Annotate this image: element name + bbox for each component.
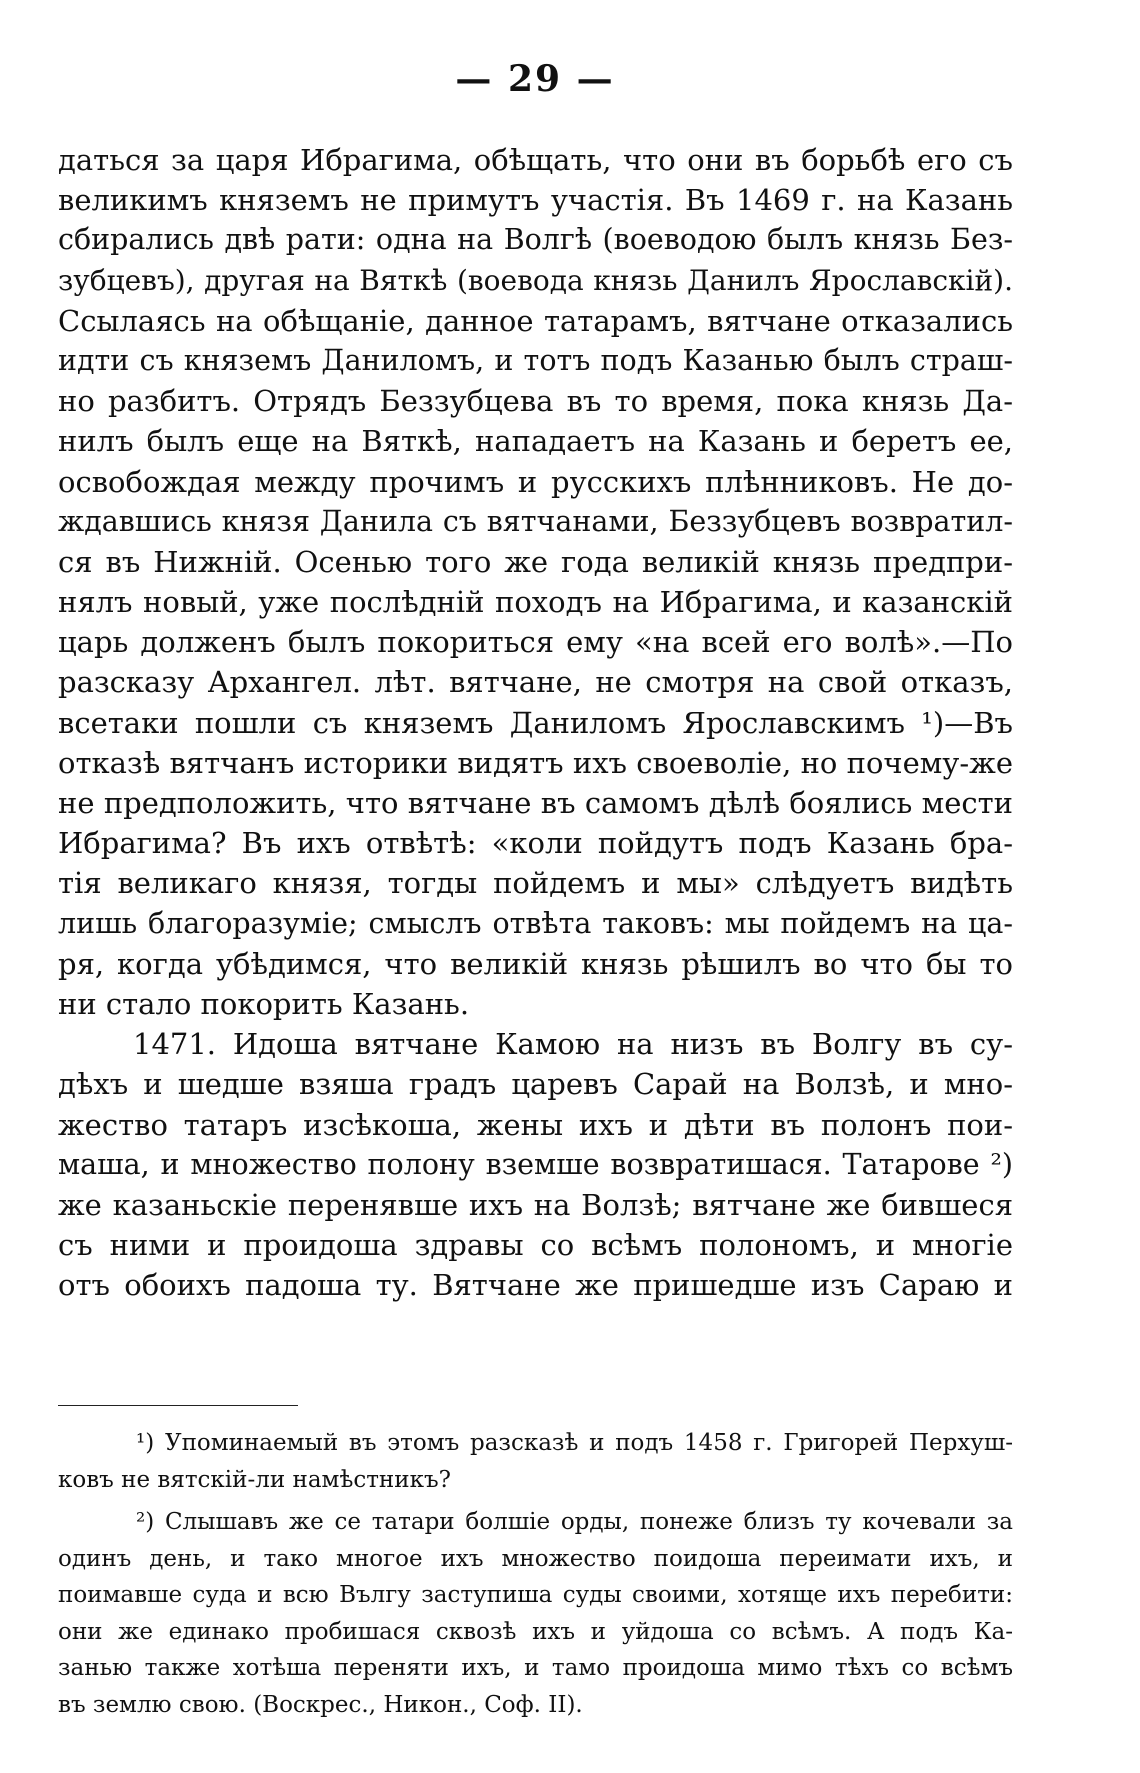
text-line: зубцевъ), другая на Вяткѣ (воевода князь Данилъ Ярославскій).	[58, 263, 1013, 297]
text-line: Ибрагима? Въ ихъ отвѣтѣ: «коли пойдутъ подъ Казань бра-	[58, 826, 1013, 861]
text-line: же казаньскіе перенявше ихъ на Волзѣ; вятчане же бившеся	[58, 1187, 1013, 1222]
text-line: жество татаръ изсѣкоша, жены ихъ и дѣти въ полонъ пои-	[58, 1107, 1013, 1142]
text-line: нилъ былъ еще на Вяткѣ, нападаетъ на Казань и беретъ ее,	[58, 424, 1013, 459]
text-line: тія великаго князя, тогды пойдемъ и мы» слѣдуетъ видѣть	[58, 866, 1013, 901]
footnote-2-line: въ землю свою. (Воскрес., Никон., Соф. II).	[58, 1691, 583, 1718]
main-text	[58, 140, 1013, 1305]
text-line: ря, когда убѣдимся, что великій князь рѣшилъ во что бы то	[58, 946, 1013, 981]
page-number: — 29 —	[455, 58, 615, 100]
text-line: разсказу Архангел. лѣт. вятчане, не смотря на свой отказъ,	[58, 665, 1013, 700]
text-line: не предположить, что вятчане въ самомъ дѣлѣ боялись мести	[58, 786, 1013, 820]
text-line: лишь благоразуміе; смыслъ отвѣта таковъ: мы пойдемъ на ца-	[58, 906, 1013, 940]
text-line: освобождая между прочимъ и русскихъ плѣнниковъ. Не до-	[58, 464, 1013, 499]
text-line: съ ними и проидоша здравы со всѣмъ полономъ, и многіе	[58, 1228, 1013, 1263]
text-line: сбирались двѣ рати: одна на Волгѣ (воеводою былъ князь Без-	[58, 223, 1013, 257]
text-line: отказѣ вятчанъ историки видятъ ихъ своеволіе, но почему-же	[58, 745, 1013, 780]
text-line: великимъ княземъ не примутъ участія. Въ 1469 г. на Казань	[58, 183, 1013, 218]
footnote-2-line: занью также хотѣша переняти ихъ, и тамо проидоша мимо тѣхъ со всѣмъ	[58, 1655, 1013, 1681]
text-line: ждавшись князя Данила съ вятчанами, Беззубцевъ возвратил-	[58, 504, 1013, 538]
text-line: идти съ княземъ Даниломъ, и тотъ подъ Казанью былъ страш-	[58, 343, 1013, 377]
footnote-2-line: одинъ день, и тако многое ихъ множество поидоша переимати ихъ, и	[58, 1545, 1013, 1572]
text-line: всетаки пошли съ княземъ Даниломъ Ярославскимъ ¹)—Въ	[58, 705, 1013, 740]
text-line: маша, и множество полону вземше возвратишася. Татарове ²)	[58, 1147, 1013, 1181]
text-line: ся въ Нижній. Осенью того же года великій князь предпри-	[58, 544, 1013, 579]
footnote-divider	[58, 1405, 298, 1406]
text-line: нялъ новый, уже послѣдній походъ на Ибрагима, и казанскій	[58, 585, 1013, 620]
text-line: отъ обоихъ падоша ту. Вятчане же пришедше изъ Сараю и	[58, 1268, 1013, 1303]
paragraph-end-line: ни стало покорить Казань.	[58, 986, 470, 1021]
footnote-1-line: ¹) Упоминаемый въ этомъ разсказѣ и подъ 1458 г. Григорей Перхуш-	[136, 1430, 1013, 1456]
text-line: даться за царя Ибрагима, обѣщать, что они въ борьбѣ его съ	[58, 143, 1013, 177]
text-line: царь долженъ былъ покориться ему «на всей его волѣ».—По	[58, 625, 1013, 660]
footnote-2-line: поимавше суда и всю Вългу заступиша суды своими, хотяще ихъ перебити:	[58, 1582, 1013, 1608]
footnotes	[58, 1425, 1013, 1723]
text-line: но разбитъ. Отрядъ Беззубцева въ то время, пока князь Да-	[58, 384, 1013, 419]
footnote-1-line: ковъ не вятскій-ли намѣстникъ?	[58, 1466, 451, 1493]
text-line: дѣхъ и шедше взяша градъ царевъ Сарай на Волзѣ, и мно-	[58, 1067, 1013, 1102]
text-line: Ссылаясь на обѣщаніе, данное татарамъ, вятчане отказались	[58, 303, 1013, 338]
footnote-2-line: они же единако пробишася сквозѣ ихъ и уйдоша со всѣмъ. А подъ Ка-	[58, 1618, 1013, 1645]
footnote-2-line: ²) Слышавъ же се татари болшіе орды, понеже близъ ту кочевали за	[136, 1509, 1013, 1535]
paragraph-start-line: 1471. Идоша вятчане Камою на низъ въ Волгу въ су-	[133, 1027, 1013, 1062]
